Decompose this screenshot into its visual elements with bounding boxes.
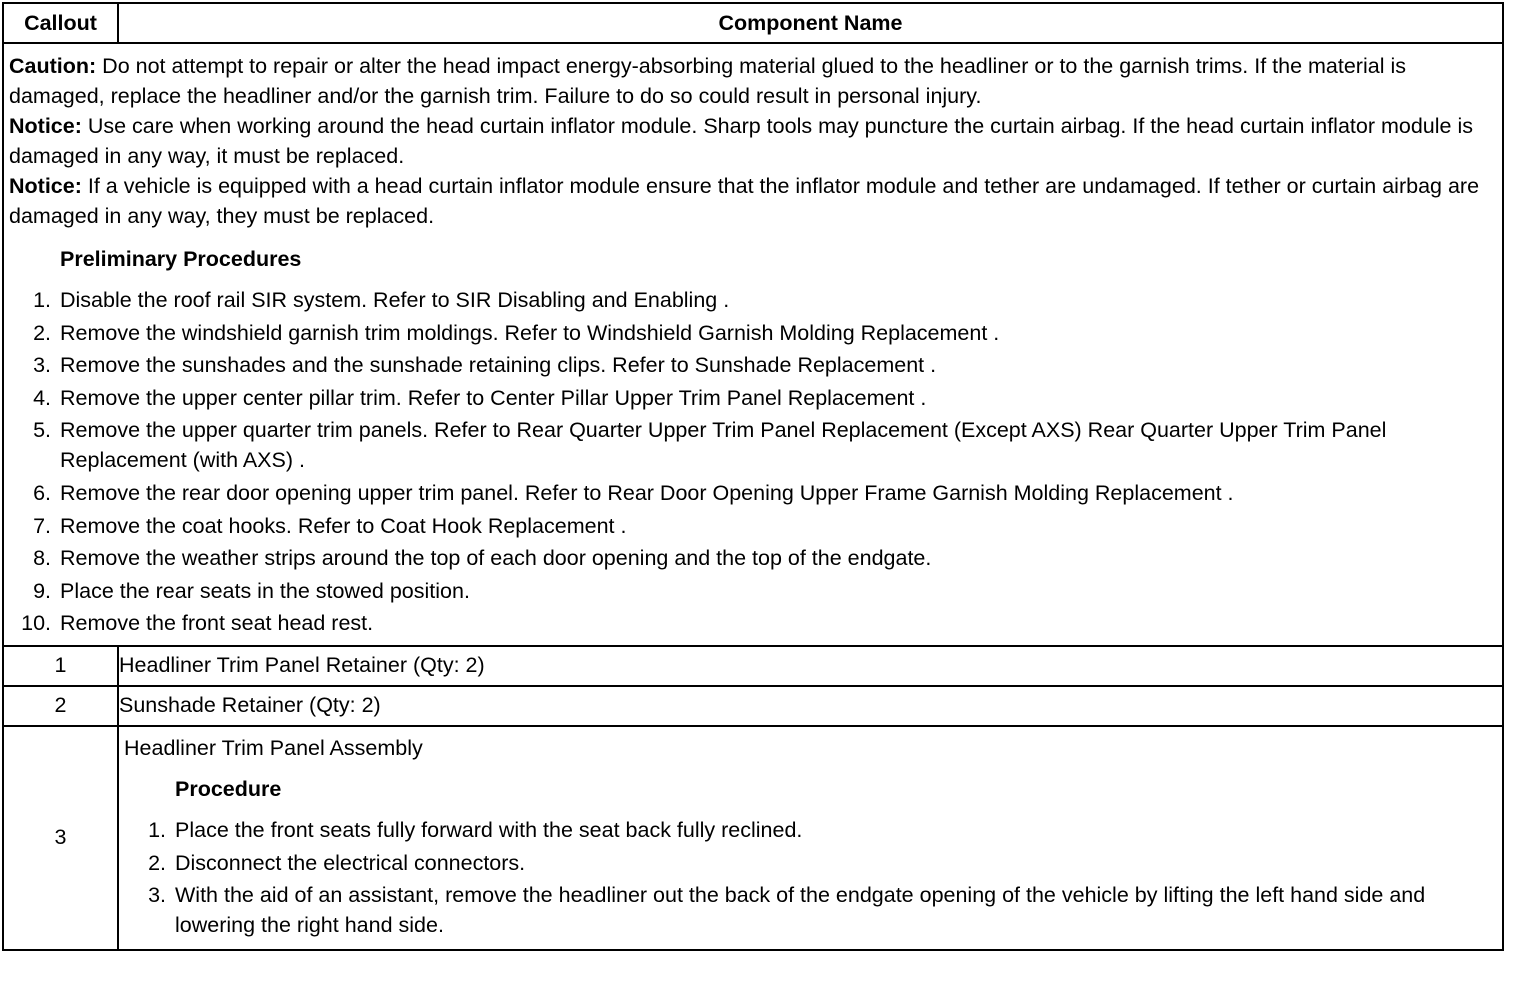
component-name: Headliner Trim Panel Assembly (124, 735, 423, 760)
callout-header: Callout (3, 3, 118, 43)
intro-row (3, 43, 1503, 646)
notice-note (9, 171, 1496, 231)
caution-note (9, 51, 1496, 111)
list-item (124, 815, 1496, 845)
procedure-title: Procedure (175, 776, 282, 801)
step-number: 4. (33, 385, 51, 410)
step-text: Remove the weather strips around the top of each door opening and the top of the endgate. (60, 546, 932, 571)
component-name-header: Component Name (118, 3, 1503, 43)
caution-label: Caution: (9, 54, 97, 78)
step-text: Remove the sunshades and the sunshade retaining clips. Refer to Sunshade Replacement . (60, 353, 937, 378)
intro-cell (3, 43, 1503, 646)
preliminary-steps-list (9, 285, 1496, 638)
step-text: Remove the upper center pillar trim. Refer to Center Pillar Upper Trim Panel Replacement . (60, 385, 927, 410)
notice-label: Notice: (9, 174, 82, 198)
notice-label: Notice: (9, 114, 82, 138)
step-number: 6. (33, 480, 51, 505)
step-number: 3. (33, 353, 51, 378)
notice-text: If a vehicle is equipped with a head curtain inflator module ensure that the inflator module and tether are undamaged. If tether or curtain airbag are damaged in any way, they must be replaced. (9, 174, 1480, 228)
callout-number: 2 (3, 686, 118, 726)
notice-text: Use care when working around the head curtain inflator module. Sharp tools may puncture the curtain airbag. If the head curtain inflator module is damaged in any way, it must be replaced. (9, 114, 1473, 168)
component-name: Headliner Trim Panel Retainer (Qty: 2) (118, 646, 1503, 686)
component-name: Sunshade Retainer (Qty: 2) (118, 686, 1503, 726)
preliminary-procedures-title: Preliminary Procedures (60, 247, 302, 271)
component-detail-cell (118, 726, 1503, 950)
step-number: 2. (33, 320, 51, 345)
callout-number: 3 (3, 726, 118, 950)
notice-note (9, 111, 1496, 171)
step-number: 9. (33, 578, 51, 603)
list-item (9, 415, 1496, 475)
list-item (9, 576, 1496, 606)
step-number: 1. (33, 288, 51, 312)
step-number: 8. (33, 546, 51, 571)
list-item (124, 880, 1496, 940)
step-number: 1. (148, 817, 166, 842)
table-row (3, 646, 1503, 686)
list-item (9, 608, 1496, 638)
step-number: 2. (148, 850, 166, 875)
list-item (9, 478, 1496, 508)
step-number: 5. (33, 418, 51, 443)
component-detail (119, 727, 1502, 949)
step-number: 7. (33, 513, 51, 538)
list-item (9, 350, 1496, 380)
header-row (3, 3, 1503, 43)
list-item (124, 848, 1496, 878)
step-text: Remove the windshield garnish trim moldings. Refer to Windshield Garnish Molding Replacement . (60, 320, 1000, 345)
step-number: 10. (21, 611, 51, 636)
procedure-steps-list (124, 815, 1496, 940)
list-item (9, 511, 1496, 541)
step-text: Place the front seats fully forward with the seat back fully reclined. (175, 817, 803, 842)
step-text: Remove the front seat head rest. (60, 611, 374, 636)
step-text: Remove the upper quarter trim panels. Refer to Rear Quarter Upper Trim Panel Replacement (Except AXS) Rear Quarter Upper Trim Panel Replacement (with AXS) . (60, 418, 1387, 473)
step-text: Remove the coat hooks. Refer to Coat Hook Replacement . (60, 513, 627, 538)
step-number: 3. (148, 883, 166, 908)
list-item (9, 383, 1496, 413)
list-item (9, 318, 1496, 348)
list-item (9, 285, 1496, 315)
caution-text: Do not attempt to repair or alter the head impact energy-absorbing material glued to the headliner or to the garnish trims. If the material is damaged, replace the headliner and/or the garnish trim. Failure to do so could result in personal injury. (9, 54, 1406, 108)
step-text: Remove the rear door opening upper trim panel. Refer to Rear Door Opening Upper Frame Garnish Molding Replacement . (60, 480, 1234, 505)
step-text: Disconnect the electrical connectors. (175, 850, 526, 875)
component-table (2, 2, 1504, 951)
list-item (9, 543, 1496, 573)
step-text: Place the rear seats in the stowed position. (60, 578, 470, 603)
table-row (3, 686, 1503, 726)
callout-number: 1 (3, 646, 118, 686)
intro-block (4, 44, 1502, 645)
table-row (3, 726, 1503, 950)
step-text: With the aid of an assistant, remove the headliner out the back of the endgate opening of the vehicle by lifting the left hand side and lowering the right hand side. (175, 883, 1426, 938)
step-text: Disable the roof rail SIR system. Refer to SIR Disabling and Enabling . (60, 288, 730, 312)
